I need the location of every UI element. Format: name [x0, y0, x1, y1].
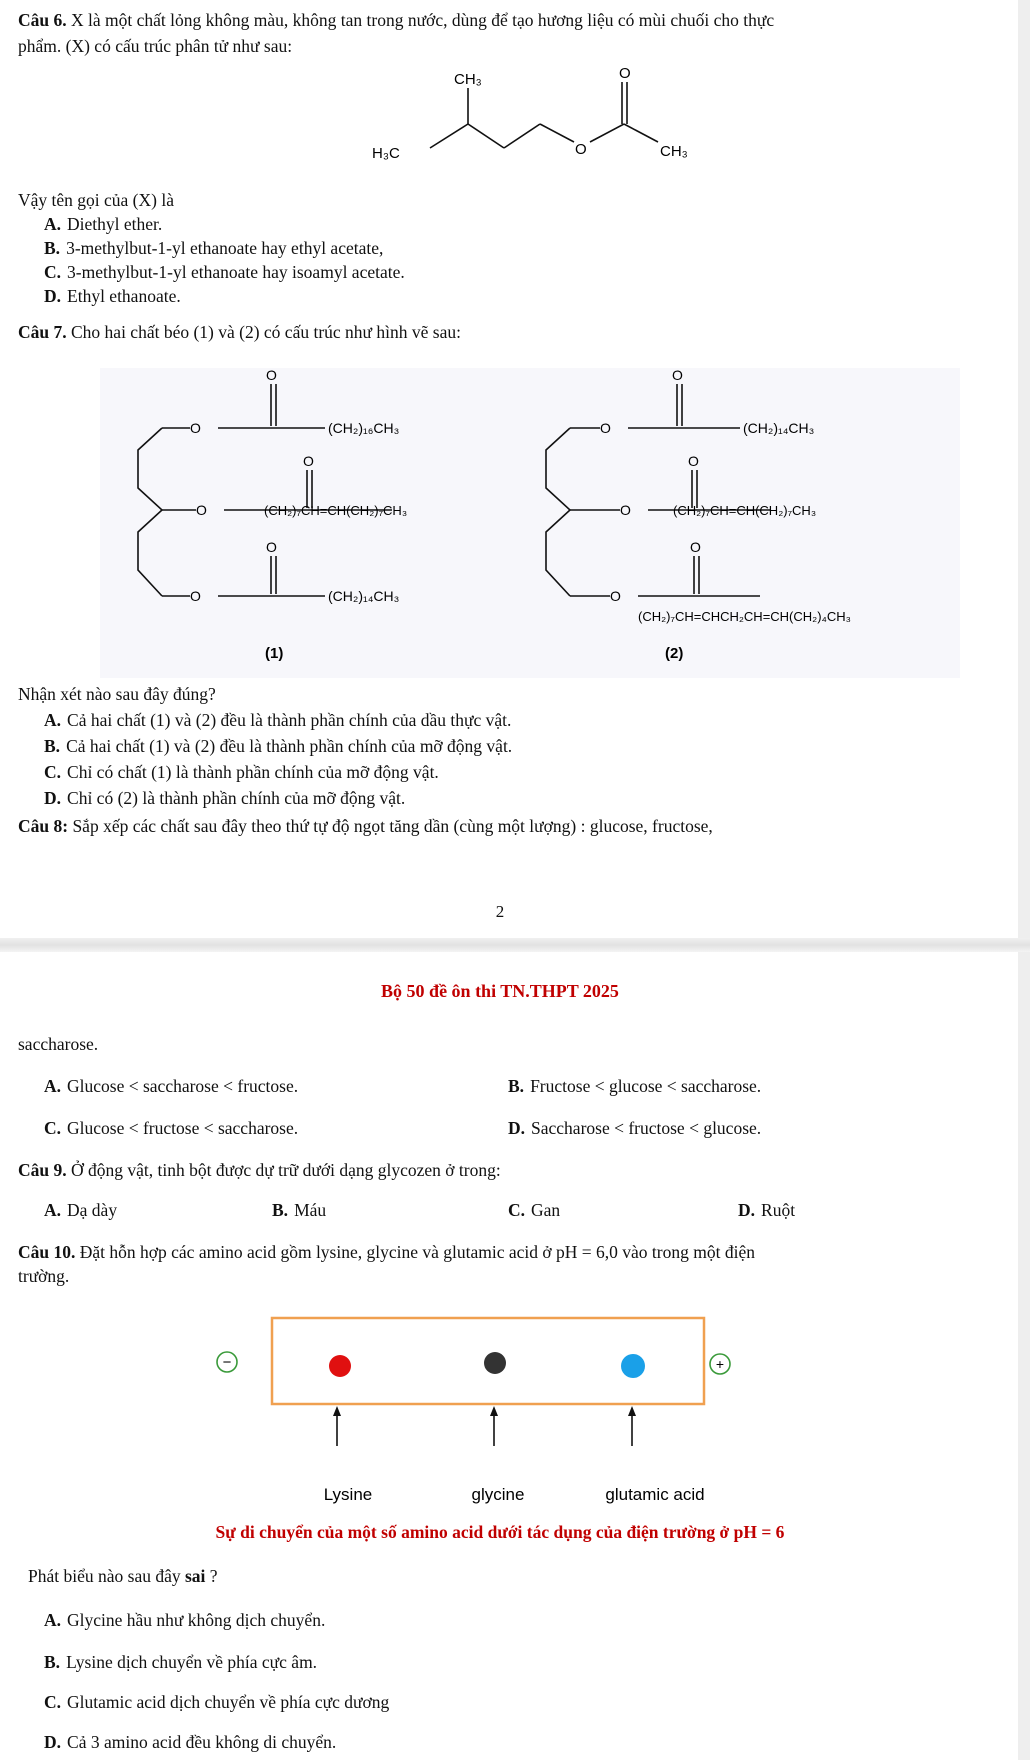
mol-ch3-top: CH₃	[454, 71, 482, 88]
q7-stem: Nhận xét nào sau đây đúng?	[18, 684, 216, 704]
c1-o-ester-1: O	[190, 420, 201, 436]
bond	[540, 124, 574, 142]
c2-o-carbonyl-3: O	[690, 539, 701, 555]
q6-option-c: C. 3-methylbut-1-yl ethanoate hay isoamyl acetate.	[44, 262, 405, 282]
q6-text-line2: phẩm. (X) có cấu trúc phân tử như sau:	[18, 36, 293, 56]
q10-label: Câu 10.	[18, 1242, 76, 1262]
c2-chain-2: (CH₂)₇CH=CH(CH₂)₇CH₃	[673, 503, 817, 518]
q10-text-line2: trường.	[18, 1266, 70, 1286]
q8-option-d: D. Saccharose < fructose < glucose.	[508, 1118, 762, 1138]
q7-option-c: C. Chỉ có chất (1) là thành phần chính của mỡ động vật.	[44, 762, 439, 782]
q8-option-a: A. Glucose < saccharose < fructose.	[44, 1076, 299, 1096]
q7-prompt	[18, 322, 958, 344]
c1-o-carbonyl-3: O	[266, 539, 277, 555]
page-header: Bộ 50 đề ôn thi TN.THPT 2025	[381, 981, 619, 1001]
q10-prompt	[18, 1242, 958, 1264]
q10-stem: Phát biểu nào sau đây sai ?	[28, 1566, 218, 1586]
q6-label: Câu 6.	[18, 10, 67, 30]
electrophoresis-diagram	[200, 1310, 760, 1515]
c2-chain-1: (CH₂)₁₄CH₃	[743, 420, 815, 436]
c2-chain-3: (CH₂)₇CH=CHCH₂CH=CH(CH₂)₄CH₃	[638, 609, 851, 624]
q9-option-b: B. Máu	[272, 1200, 327, 1220]
mol-h3c: H₃C	[372, 145, 400, 162]
q9-option-c: C. Gan	[508, 1200, 561, 1220]
bond	[468, 124, 504, 148]
minus-sign: −	[222, 1354, 232, 1371]
glycine-dot	[484, 1352, 506, 1374]
c2-o-ester-2: O	[620, 502, 631, 518]
q8-option-c: C. Glucose < fructose < saccharose.	[44, 1118, 299, 1138]
glutamic-acid-dot	[621, 1354, 645, 1378]
q7-fat-structures	[100, 358, 960, 678]
c1-chain-2: (CH₂)₇CH=CH(CH₂)₇CH₃	[264, 503, 408, 518]
c1-chain-1: (CH₂)₁₆CH₃	[328, 420, 400, 436]
q9-option-d: D. Ruột	[738, 1200, 796, 1220]
q8-continuation: saccharose.	[18, 1034, 99, 1054]
figure-background	[100, 368, 960, 678]
c1-o-carbonyl-2: O	[303, 453, 314, 469]
q7-label: Câu 7.	[18, 322, 67, 342]
bond	[504, 124, 540, 148]
c2-o-carbonyl-1: O	[672, 367, 683, 383]
q10-text-line1: Đặt hỗn hợp các amino acid gồm lysine, glycine và glutamic acid ở pH = 6,0 vào trong một điện	[75, 1242, 755, 1262]
compound-1-label: (1)	[265, 645, 284, 662]
mol-ch3-right: CH₃	[660, 143, 688, 160]
c1-o-ester-3: O	[190, 588, 201, 604]
q7-option-b: B. Cả hai chất (1) và (2) đều là thành phần chính của mỡ động vật.	[44, 736, 513, 756]
c1-o-carbonyl-1: O	[266, 367, 277, 383]
lysine-dot	[329, 1355, 351, 1377]
q6-molecule	[360, 62, 720, 187]
compound-2-label: (2)	[665, 645, 684, 662]
q9-text: Ở động vật, tinh bột được dự trữ dưới dạng glycozen ở trong:	[66, 1160, 501, 1180]
q6-stem: Vậy tên gọi của (X) là	[18, 190, 174, 210]
q9-prompt	[18, 1160, 958, 1182]
c2-o-carbonyl-2: O	[688, 453, 699, 469]
lysine-label: Lysine	[323, 1485, 373, 1504]
q10-option-d: D. Cả 3 amino acid đều không di chuyển.	[44, 1732, 337, 1752]
plus-sign: +	[715, 1356, 725, 1372]
q6-option-a: A. Diethyl ether.	[44, 214, 163, 234]
q10-option-c: C. Glutamic acid dịch chuyển về phía cực dương	[44, 1692, 390, 1712]
q8-option-b: B. Fructose < glucose < saccharose.	[508, 1076, 762, 1096]
q9-option-a: A. Dạ dày	[44, 1200, 118, 1220]
q6-text-line1: X là một chất lỏng không màu, không tan trong nước, dùng để tạo hương liệu có mùi chuối cho thực	[66, 10, 775, 30]
q7-option-a: A. Cả hai chất (1) và (2) đều là thành phần chính của dầu thực vật.	[44, 710, 512, 730]
bond	[624, 124, 658, 142]
glycine-label: glycine	[471, 1485, 525, 1504]
bond	[590, 124, 624, 142]
q9-label: Câu 9.	[18, 1160, 67, 1180]
q8-text: Sắp xếp các chất sau đây theo thứ tự độ ngọt tăng dần (cùng một lượng) : glucose, fructose,	[68, 816, 713, 836]
q8-prompt	[18, 816, 958, 838]
c1-chain-3: (CH₂)₁₄CH₃	[328, 588, 400, 604]
c1-o-ester-2: O	[196, 502, 207, 518]
q7-text: Cho hai chất béo (1) và (2) có cấu trúc như hình vẽ sau:	[66, 322, 461, 342]
q10-option-a: A. Glycine hầu như không dịch chuyển.	[44, 1610, 326, 1630]
q7-option-d: D. Chỉ có (2) là thành phần chính của mỡ động vật.	[44, 788, 406, 808]
c2-o-ester-3: O	[610, 588, 621, 604]
q8-label: Câu 8:	[18, 816, 69, 836]
q6-prompt	[18, 10, 958, 32]
q6-option-d: D. Ethyl ethanoate.	[44, 286, 181, 306]
page-break	[0, 938, 1030, 952]
page-edge	[1018, 0, 1030, 1760]
mol-o-top: O	[619, 65, 631, 82]
glutamic-acid-label: glutamic acid	[605, 1485, 705, 1504]
q10-option-b: B. Lysine dịch chuyển về phía cực âm.	[44, 1652, 318, 1672]
mol-o-mid: O	[575, 141, 587, 158]
page-number: 2	[495, 902, 505, 921]
c2-o-ester-1: O	[600, 420, 611, 436]
q6-option-b: B. 3-methylbut-1-yl ethanoate hay ethyl acetate,	[44, 238, 384, 258]
diagram-caption: Sự di chuyển của một số amino acid dưới tác dụng của điện trường ở pH = 6	[215, 1522, 785, 1542]
bond	[430, 124, 468, 148]
